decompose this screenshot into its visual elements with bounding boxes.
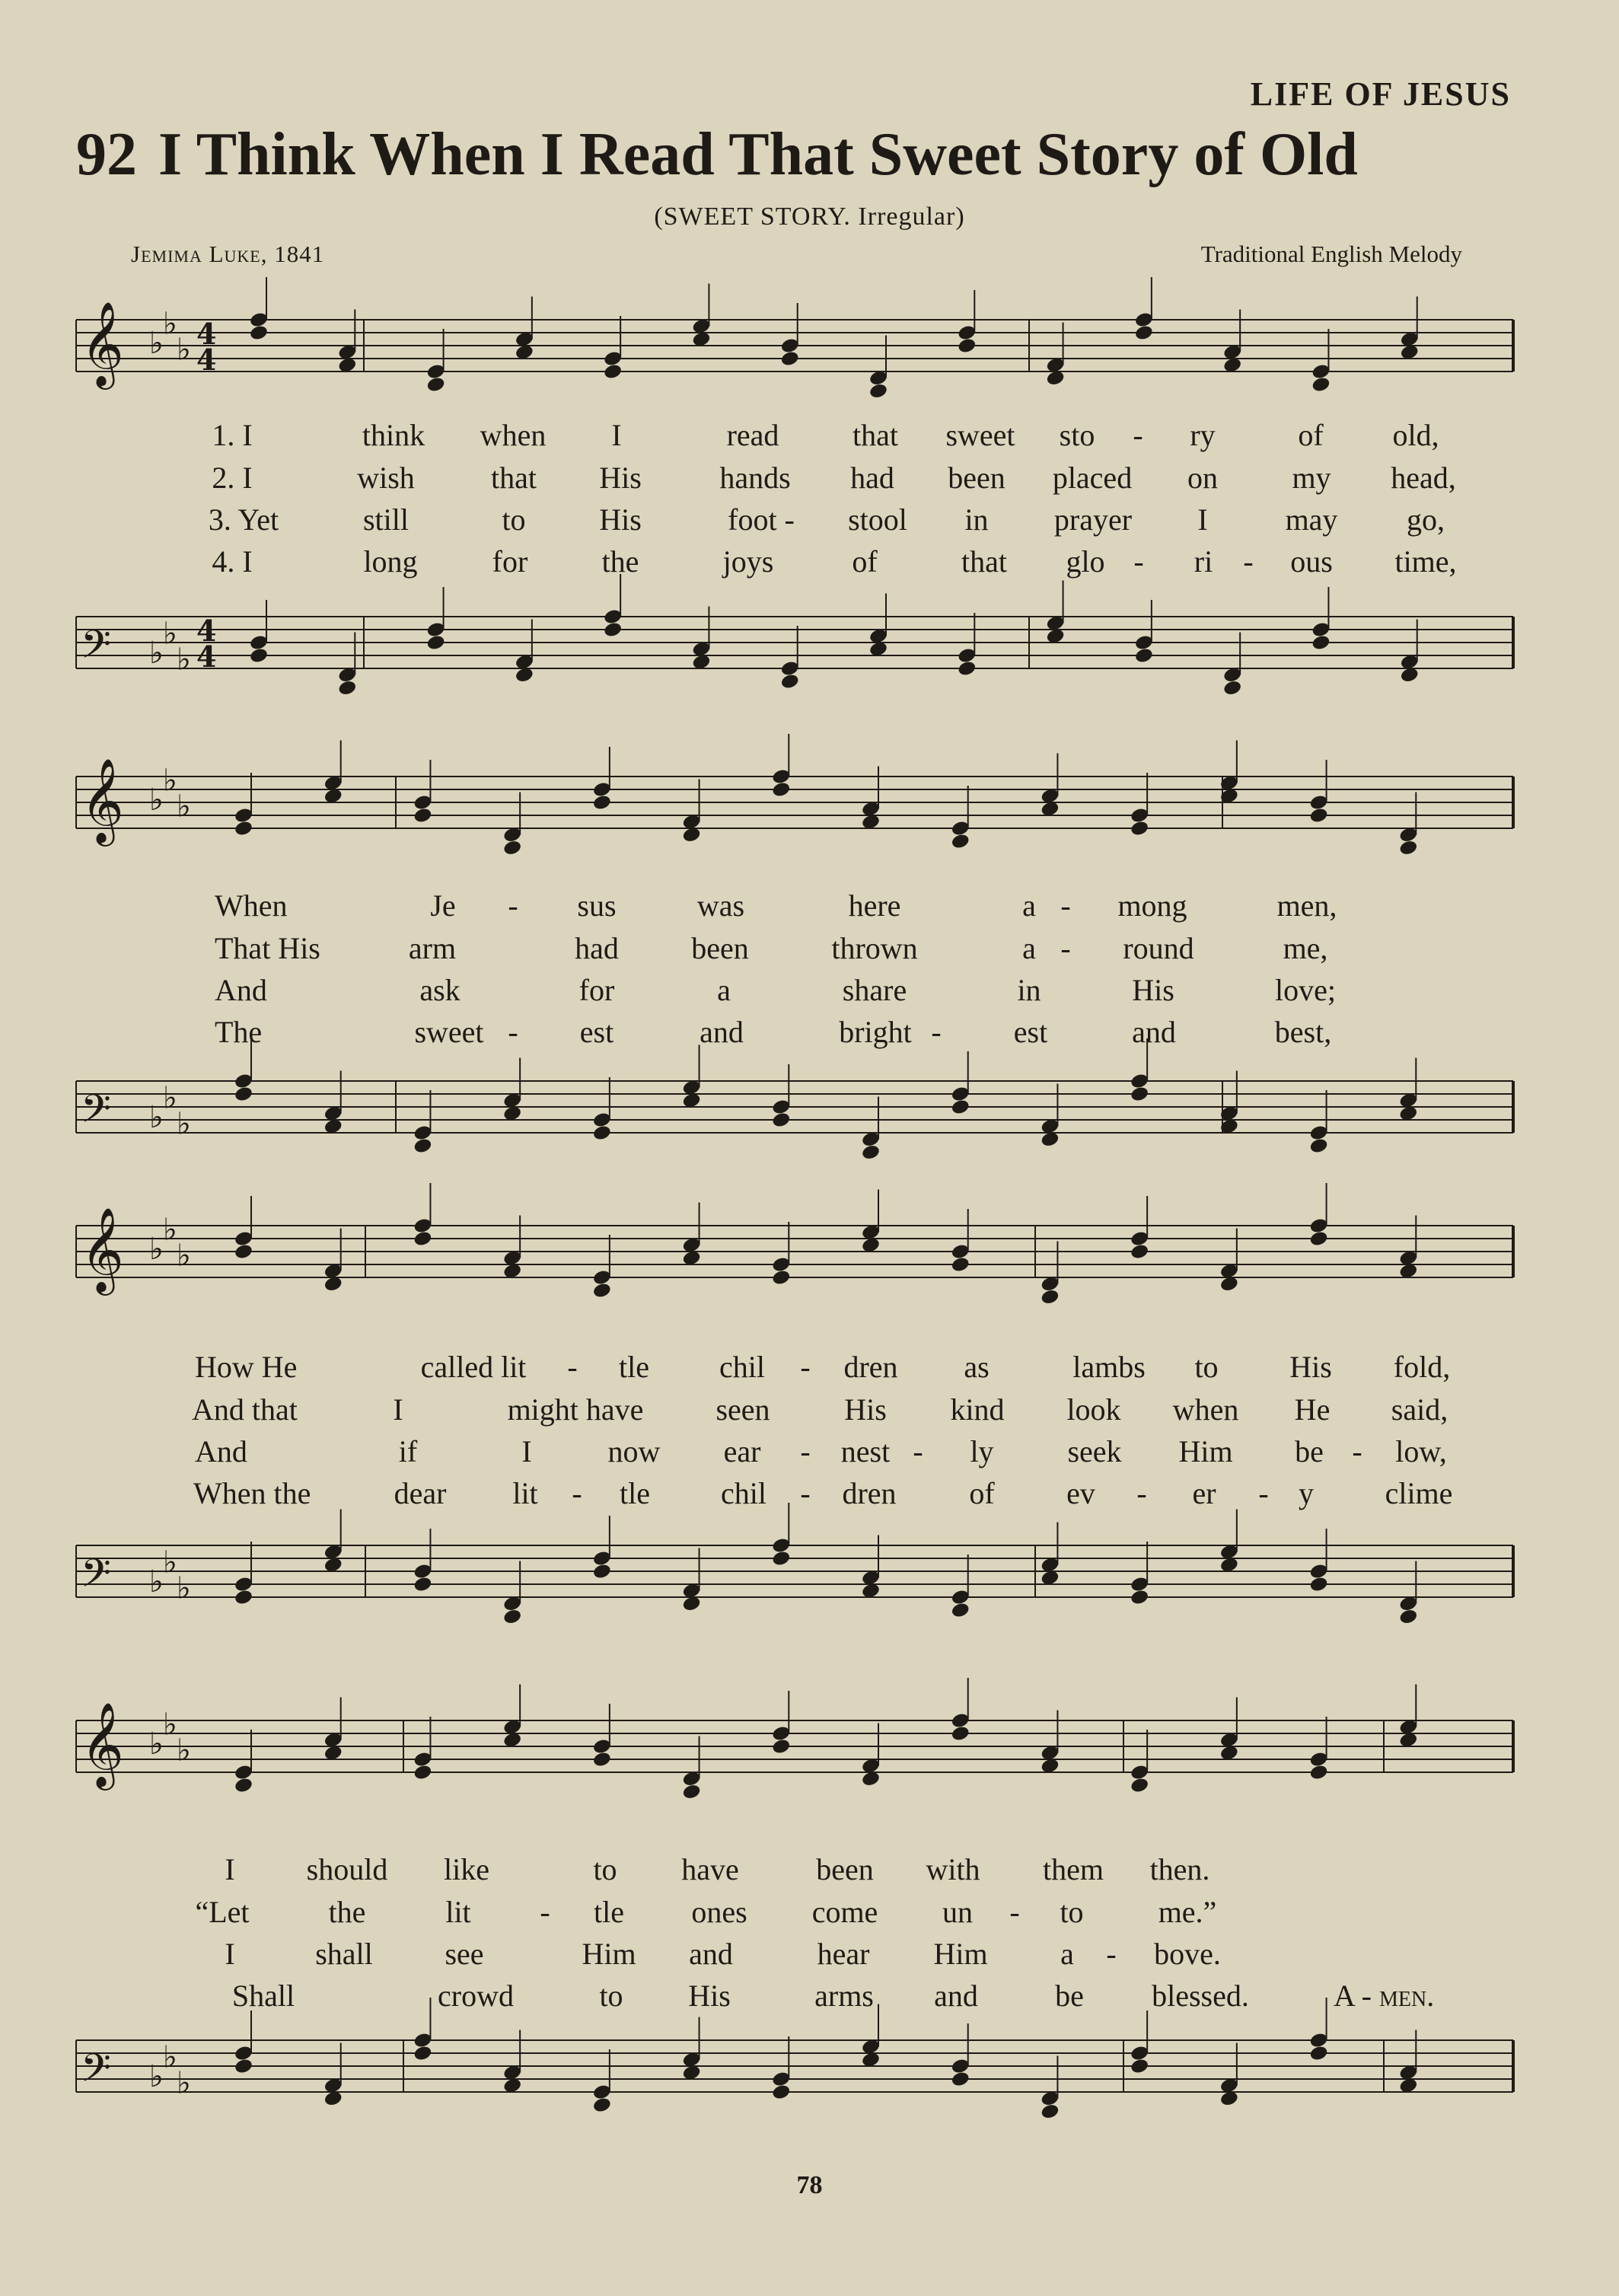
lyric-syllable: go, [1407, 502, 1445, 537]
lyric-syllable: when [480, 418, 547, 452]
lyric-syllable: - [1009, 1895, 1020, 1929]
lyric-syllable: lit [445, 1895, 471, 1929]
note-head [1130, 2058, 1149, 2075]
note-head [1311, 634, 1331, 652]
lyric-syllable: and [934, 1979, 978, 2013]
note-head [502, 1608, 522, 1625]
lyric-syllable: shall [315, 1937, 373, 1971]
lyric-syllable: I [393, 1392, 403, 1427]
note-head [502, 839, 522, 856]
lyric-syllable: - [800, 1434, 811, 1468]
flat-icon: ♭ [163, 306, 177, 342]
lyric-syllable: them [1043, 1852, 1104, 1886]
lyric-syllable: look [1066, 1392, 1121, 1427]
lyric-syllable: “Let [195, 1895, 250, 1929]
note-head [1134, 324, 1154, 342]
lyric-syllable: of [969, 1476, 995, 1510]
treble-staff [76, 1701, 1515, 1827]
note-head [1308, 1230, 1328, 1248]
lyric-syllable: - [508, 888, 518, 923]
flat-icon: ♭ [163, 1080, 177, 1116]
flat-icon: ♭ [149, 1100, 164, 1135]
lyric-syllable: tle [594, 1895, 624, 1929]
bass-clef-icon: 𝄢 [81, 1086, 111, 1141]
note-head [234, 1086, 253, 1103]
lyric-syllable: - [1060, 931, 1071, 965]
lyric-syllable: wish [357, 461, 415, 495]
flat-icon: ♭ [149, 636, 164, 671]
note-head [592, 1751, 612, 1768]
note-head [1222, 679, 1242, 697]
lyric-syllable: like [444, 1852, 489, 1886]
lyric-syllable: to [593, 1852, 617, 1886]
lyric-syllable: glo [1066, 544, 1105, 579]
lyric-syllable: bright [839, 1015, 912, 1049]
lyric-syllable: then. [1149, 1852, 1210, 1886]
note-head [234, 1243, 253, 1261]
note-head [951, 833, 970, 850]
lyric-syllable: 2. I [212, 461, 253, 495]
lyric-syllable: called lit [420, 1350, 527, 1384]
lyric-syllable: low, [1395, 1434, 1447, 1468]
note-head [771, 1550, 791, 1567]
page-number: 78 [796, 2171, 823, 2199]
note-head [603, 363, 623, 381]
note-head [771, 1738, 791, 1755]
lyric-syllable: was [696, 888, 745, 923]
treble-clef-icon: 𝄞 [81, 757, 124, 843]
lyric-syllable: hear [817, 1937, 870, 1971]
lyric-syllable: been [948, 461, 1006, 495]
note-head [1040, 2103, 1060, 2120]
note-head [1130, 1086, 1149, 1103]
lyric-syllable: ask [419, 973, 461, 1007]
lyric-syllable: - [1243, 544, 1254, 579]
lyric-syllable: when [1172, 1392, 1239, 1427]
note-head [1308, 1764, 1328, 1781]
note-head [951, 1256, 970, 1274]
lyric-syllable: arms [814, 1979, 874, 2013]
lyric-syllable: - [1133, 544, 1144, 579]
lyric-syllable: said, [1391, 1392, 1448, 1427]
lyric-syllable: may [1285, 502, 1338, 537]
bass-staff [76, 601, 1515, 723]
lyric-syllable: - [1060, 888, 1071, 923]
flat-icon: ♭ [177, 332, 191, 368]
flat-icon: ♭ [177, 2065, 191, 2101]
note-head [592, 1124, 612, 1142]
treble-staff [76, 1207, 1515, 1332]
lyric-syllable: now [607, 1434, 661, 1468]
lyric-syllable: if [398, 1434, 418, 1468]
lyric-syllable: crowd [438, 1979, 514, 2013]
lyric-syllable: to [502, 502, 526, 537]
flat-icon: ♭ [177, 1106, 191, 1142]
time-signature-digit: 4 [196, 614, 217, 648]
note-head [592, 1563, 612, 1580]
lyric-syllable: ry [1190, 418, 1216, 452]
lyric-syllable: - [1258, 1476, 1269, 1510]
bass-clef-icon: 𝄢 [81, 2045, 111, 2100]
note-head [951, 1099, 970, 1116]
lyric-syllable: Shall [231, 1979, 295, 2013]
lyric-syllable: me.” [1158, 1895, 1217, 1929]
note-head [413, 1230, 432, 1248]
hymn-title [76, 120, 1568, 190]
lyric-syllable: might have [507, 1392, 644, 1427]
treble-clef-icon: 𝄞 [81, 1701, 124, 1787]
lyric-syllable: time, [1394, 544, 1457, 579]
lyric-syllable: How He [195, 1350, 298, 1384]
note-head [1308, 1576, 1328, 1593]
lyric-syllable: His [688, 1979, 731, 2013]
flat-icon: ♭ [163, 1212, 177, 1248]
lyric-syllable: been [816, 1852, 874, 1886]
lyric-syllable: un [942, 1895, 973, 1929]
lyric-syllable: on [1187, 461, 1218, 495]
note-head [771, 1269, 791, 1287]
lyric-syllable: arm [408, 931, 457, 965]
lyric-syllable: that [853, 418, 898, 452]
lyric-syllable: to [1060, 1895, 1084, 1929]
lyric-syllable: - [1106, 1937, 1117, 1971]
flat-icon: ♭ [149, 326, 164, 361]
note-head [234, 2058, 253, 2075]
lyric-syllable: see [445, 1937, 484, 1971]
note-head [413, 807, 432, 824]
note-head [1130, 1589, 1149, 1606]
flat-icon: ♭ [177, 1238, 191, 1274]
note-head [780, 350, 800, 368]
lyric-syllable: for [492, 544, 528, 579]
lyric-syllable: nest [840, 1434, 891, 1468]
tune-name: (SWEET STORY. Irregular) [654, 202, 965, 231]
note-head [868, 382, 888, 400]
lyric-syllable: old, [1392, 418, 1439, 452]
flat-icon: ♭ [177, 1733, 191, 1768]
lyric-syllable: Je [430, 888, 456, 923]
lyric-syllable: the [601, 544, 639, 579]
note-head [780, 673, 800, 690]
lyric-syllable: foot - [728, 502, 795, 537]
note-head [771, 781, 791, 799]
lyric-syllable: sweet [414, 1015, 484, 1049]
note-head [234, 820, 253, 837]
section-heading: LIFE OF JESUS [1250, 75, 1511, 113]
note-head [1040, 1288, 1060, 1306]
lyric-syllable: And [215, 973, 267, 1007]
lyric-syllable: that [961, 544, 1007, 579]
note-head [1308, 807, 1328, 824]
lyric-syllable: I [225, 1937, 235, 1971]
treble-clef-icon: 𝄞 [81, 301, 124, 386]
lyric-syllable: - [1352, 1434, 1362, 1468]
note-head [592, 1282, 612, 1299]
bass-staff [76, 1066, 1515, 1188]
lyric-syllable: a [1022, 931, 1036, 965]
note-head [957, 337, 977, 355]
bass-clef-icon: 𝄢 [81, 621, 111, 677]
lyric-syllable: - [800, 1350, 811, 1384]
lyric-syllable: kind [950, 1392, 1005, 1427]
lyric-syllable: sweet [945, 418, 1015, 452]
lyric-syllable: - [508, 1015, 518, 1049]
lyric-syllable: His [599, 502, 642, 537]
lyric-syllable: - [540, 1895, 550, 1929]
flat-icon: ♭ [177, 642, 191, 678]
lyric-syllable: ous [1290, 544, 1333, 579]
lyric-syllable: And that [192, 1392, 298, 1427]
lyric-syllable: The [215, 1015, 263, 1049]
lyric-syllable: dren [842, 1476, 897, 1510]
lyric-syllable: I [521, 1434, 532, 1468]
note-head [771, 2084, 791, 2101]
lyric-syllable: hands [719, 461, 791, 495]
lyric-syllable: a [717, 973, 731, 1007]
lyric-syllable: mong [1117, 888, 1187, 923]
lyric-syllable: a [1022, 888, 1036, 923]
note-head [413, 1764, 432, 1781]
lyric-syllable: read [726, 418, 779, 452]
lyric-syllable: That His [215, 931, 320, 965]
lyric-syllable: prayer [1053, 502, 1133, 537]
lyric-syllable: of [852, 544, 878, 579]
hymn-title-text: I Think When I Read That Sweet Story of Old [158, 121, 1358, 188]
lyric-syllable: lambs [1072, 1350, 1146, 1384]
lyric-syllable: I [1197, 502, 1208, 537]
lyric-syllable: been [691, 931, 749, 965]
lyric-syllable: blessed. [1152, 1979, 1249, 2013]
lyric-syllable: est [1013, 1015, 1048, 1049]
lyric-syllable: ly [970, 1434, 994, 1468]
lyric-syllable: me, [1283, 931, 1328, 965]
flat-icon: ♭ [163, 763, 177, 799]
flat-icon: ♭ [163, 1707, 177, 1743]
note-head [249, 647, 269, 665]
lyric-syllable: His [1289, 1350, 1332, 1384]
note-head [234, 1777, 253, 1794]
lyric-syllable: - [913, 1434, 923, 1468]
lyric-syllable: Him [933, 1937, 988, 1971]
lyric-syllable: chil [721, 1476, 766, 1510]
flat-icon: ♭ [149, 1727, 164, 1762]
note-head [951, 1725, 970, 1743]
lyric-syllable: - [931, 1015, 942, 1049]
note-head [413, 1137, 432, 1155]
lyric-syllable: stool [848, 502, 907, 537]
lyric-syllable: still [362, 502, 410, 537]
lyric-syllable: to [1194, 1350, 1219, 1384]
composer-credit: Traditional English Melody [1200, 241, 1462, 267]
lyric-syllable: His [599, 461, 642, 495]
note-head [861, 1143, 881, 1161]
note-head [1134, 647, 1154, 665]
lyric-syllable: fold, [1393, 1350, 1451, 1384]
author-credit: Jemima Luke, 1841 [131, 241, 325, 267]
lyric-syllable: And [195, 1434, 247, 1468]
flat-icon: ♭ [163, 616, 177, 652]
lyric-syllable: His [844, 1392, 887, 1427]
bass-staff [76, 2025, 1515, 2147]
lyric-syllable: and [1132, 1015, 1176, 1049]
flat-icon: ♭ [177, 789, 191, 824]
lyric-syllable: have [681, 1852, 739, 1886]
note-head [425, 376, 445, 394]
lyric-syllable: lit [512, 1476, 538, 1510]
lyric-syllable: that [491, 461, 537, 495]
note-head [413, 1576, 432, 1593]
note-head [951, 2071, 970, 2088]
lyric-syllable: be [1295, 1434, 1324, 1468]
lyric-syllable: best, [1274, 1015, 1332, 1049]
lyric-syllable: round [1123, 931, 1194, 965]
lyric-syllable: here [848, 888, 901, 923]
note-head [249, 324, 269, 342]
note-head [413, 2045, 432, 2062]
lyric-syllable: joys [722, 544, 774, 579]
flat-icon: ♭ [163, 2039, 177, 2075]
lyric-syllable: tle [619, 1350, 649, 1384]
lyric-syllable: - [1133, 418, 1143, 452]
note-head [425, 634, 445, 652]
lyric-syllable: sus [577, 888, 617, 923]
lyric-syllable: long [363, 544, 418, 579]
hymn-number: 92 [76, 121, 137, 188]
lyric-syllable: I [611, 418, 622, 452]
flat-icon: ♭ [149, 1564, 164, 1599]
note-head [234, 1589, 253, 1606]
note-head [592, 794, 612, 812]
lyric-syllable: had [850, 461, 894, 495]
lyric-syllable: tle [620, 1476, 650, 1510]
lyric-syllable: clime [1385, 1476, 1453, 1510]
note-head [771, 1111, 791, 1129]
note-head [603, 621, 623, 639]
treble-clef-icon: 𝄞 [81, 1207, 124, 1292]
lyric-syllable: - [800, 1476, 811, 1510]
lyric-syllable: dear [394, 1476, 447, 1510]
lyric-syllable: placed [1052, 461, 1133, 495]
lyric-syllable: bove. [1154, 1937, 1221, 1971]
lyric-syllable: think [362, 418, 425, 452]
lyric-syllable: share [842, 973, 907, 1007]
lyric-syllable: the [328, 1895, 366, 1929]
lyric-syllable: Him [582, 1937, 636, 1971]
note-head [337, 679, 357, 697]
lyric-syllable: in [1017, 973, 1041, 1007]
lyric-syllable: to [599, 1979, 623, 2013]
lyric-syllable: and [700, 1015, 744, 1049]
note-head [1311, 376, 1331, 394]
note-head [1130, 1777, 1149, 1794]
time-signature-digit: 4 [196, 639, 217, 674]
lyric-syllable: His [1132, 973, 1174, 1007]
note-head [1398, 839, 1418, 856]
note-head [1398, 1608, 1418, 1625]
lyric-syllable: love; [1275, 973, 1336, 1007]
treble-staff [76, 757, 1515, 883]
lyric-syllable: 4. I [212, 544, 253, 579]
lyric-syllable: with [926, 1852, 980, 1886]
lyric-syllable: 3. Yet [208, 502, 279, 537]
flat-icon: ♭ [177, 1571, 191, 1606]
lyric-syllable: er [1192, 1476, 1216, 1510]
lyric-syllable: a [1060, 1937, 1074, 1971]
lyric-syllable: When [215, 888, 288, 923]
lyric-syllable: ev [1066, 1476, 1095, 1510]
lyric-syllable: When the [193, 1476, 311, 1510]
lyric-syllable: He [1294, 1392, 1331, 1427]
lyric-syllable: had [575, 931, 619, 965]
lyric-syllable: ri [1194, 544, 1213, 579]
note-head [1130, 820, 1149, 837]
note-head [951, 1602, 970, 1619]
lyric-syllable: chil [719, 1350, 765, 1384]
lyric-syllable: 1. I [212, 418, 253, 452]
lyric-syllable: men, [1276, 888, 1337, 923]
lyric-syllable: Him [1178, 1434, 1233, 1468]
lyric-syllable: should [306, 1852, 388, 1886]
lyric-syllable: seek [1067, 1434, 1122, 1468]
flat-icon: ♭ [149, 783, 164, 818]
note-head [681, 1783, 701, 1800]
lyric-syllable: of [1298, 418, 1324, 452]
lyric-syllable: dren [843, 1350, 898, 1384]
note-head [592, 2097, 612, 2114]
lyric-syllable: - [572, 1476, 582, 1510]
note-head [1308, 1137, 1328, 1155]
flat-icon: ♭ [163, 1545, 177, 1580]
lyric-syllable: ones [691, 1895, 747, 1929]
lyric-syllable: for [578, 973, 615, 1007]
lyric-syllable: my [1292, 461, 1331, 495]
flat-icon: ♭ [149, 1232, 164, 1267]
lyric-syllable: - [1136, 1476, 1147, 1510]
lyric-syllable: and [689, 1937, 733, 1971]
lyric-syllable: I [225, 1852, 235, 1886]
lyric-syllable: thrown [831, 931, 918, 965]
lyric-syllable: y [1299, 1476, 1314, 1510]
time-signature-digit: 4 [196, 343, 217, 377]
lyric-syllable: - [567, 1350, 578, 1384]
lyric-syllable: as [964, 1350, 990, 1384]
flat-icon: ♭ [149, 2059, 164, 2094]
lyric-syllable: sto [1059, 418, 1095, 452]
note-head [1308, 2045, 1328, 2062]
lyric-syllable: est [579, 1015, 614, 1049]
time-signature-digit: 4 [196, 317, 217, 351]
note-head [1130, 1243, 1149, 1261]
lyric-syllable: in [964, 502, 989, 537]
lyric-syllable: be [1055, 1979, 1084, 2013]
lyric-syllable: seen [715, 1392, 770, 1427]
lyric-syllable: ear [723, 1434, 761, 1468]
treble-staff [76, 301, 1515, 388]
lyric-syllable: come [811, 1895, 878, 1929]
bass-clef-icon: 𝄢 [81, 1550, 111, 1606]
lyric-syllable: head, [1391, 461, 1456, 495]
amen-text: A - men. [1334, 1979, 1435, 2013]
note-head [957, 660, 977, 678]
bass-staff [76, 1530, 1515, 1652]
